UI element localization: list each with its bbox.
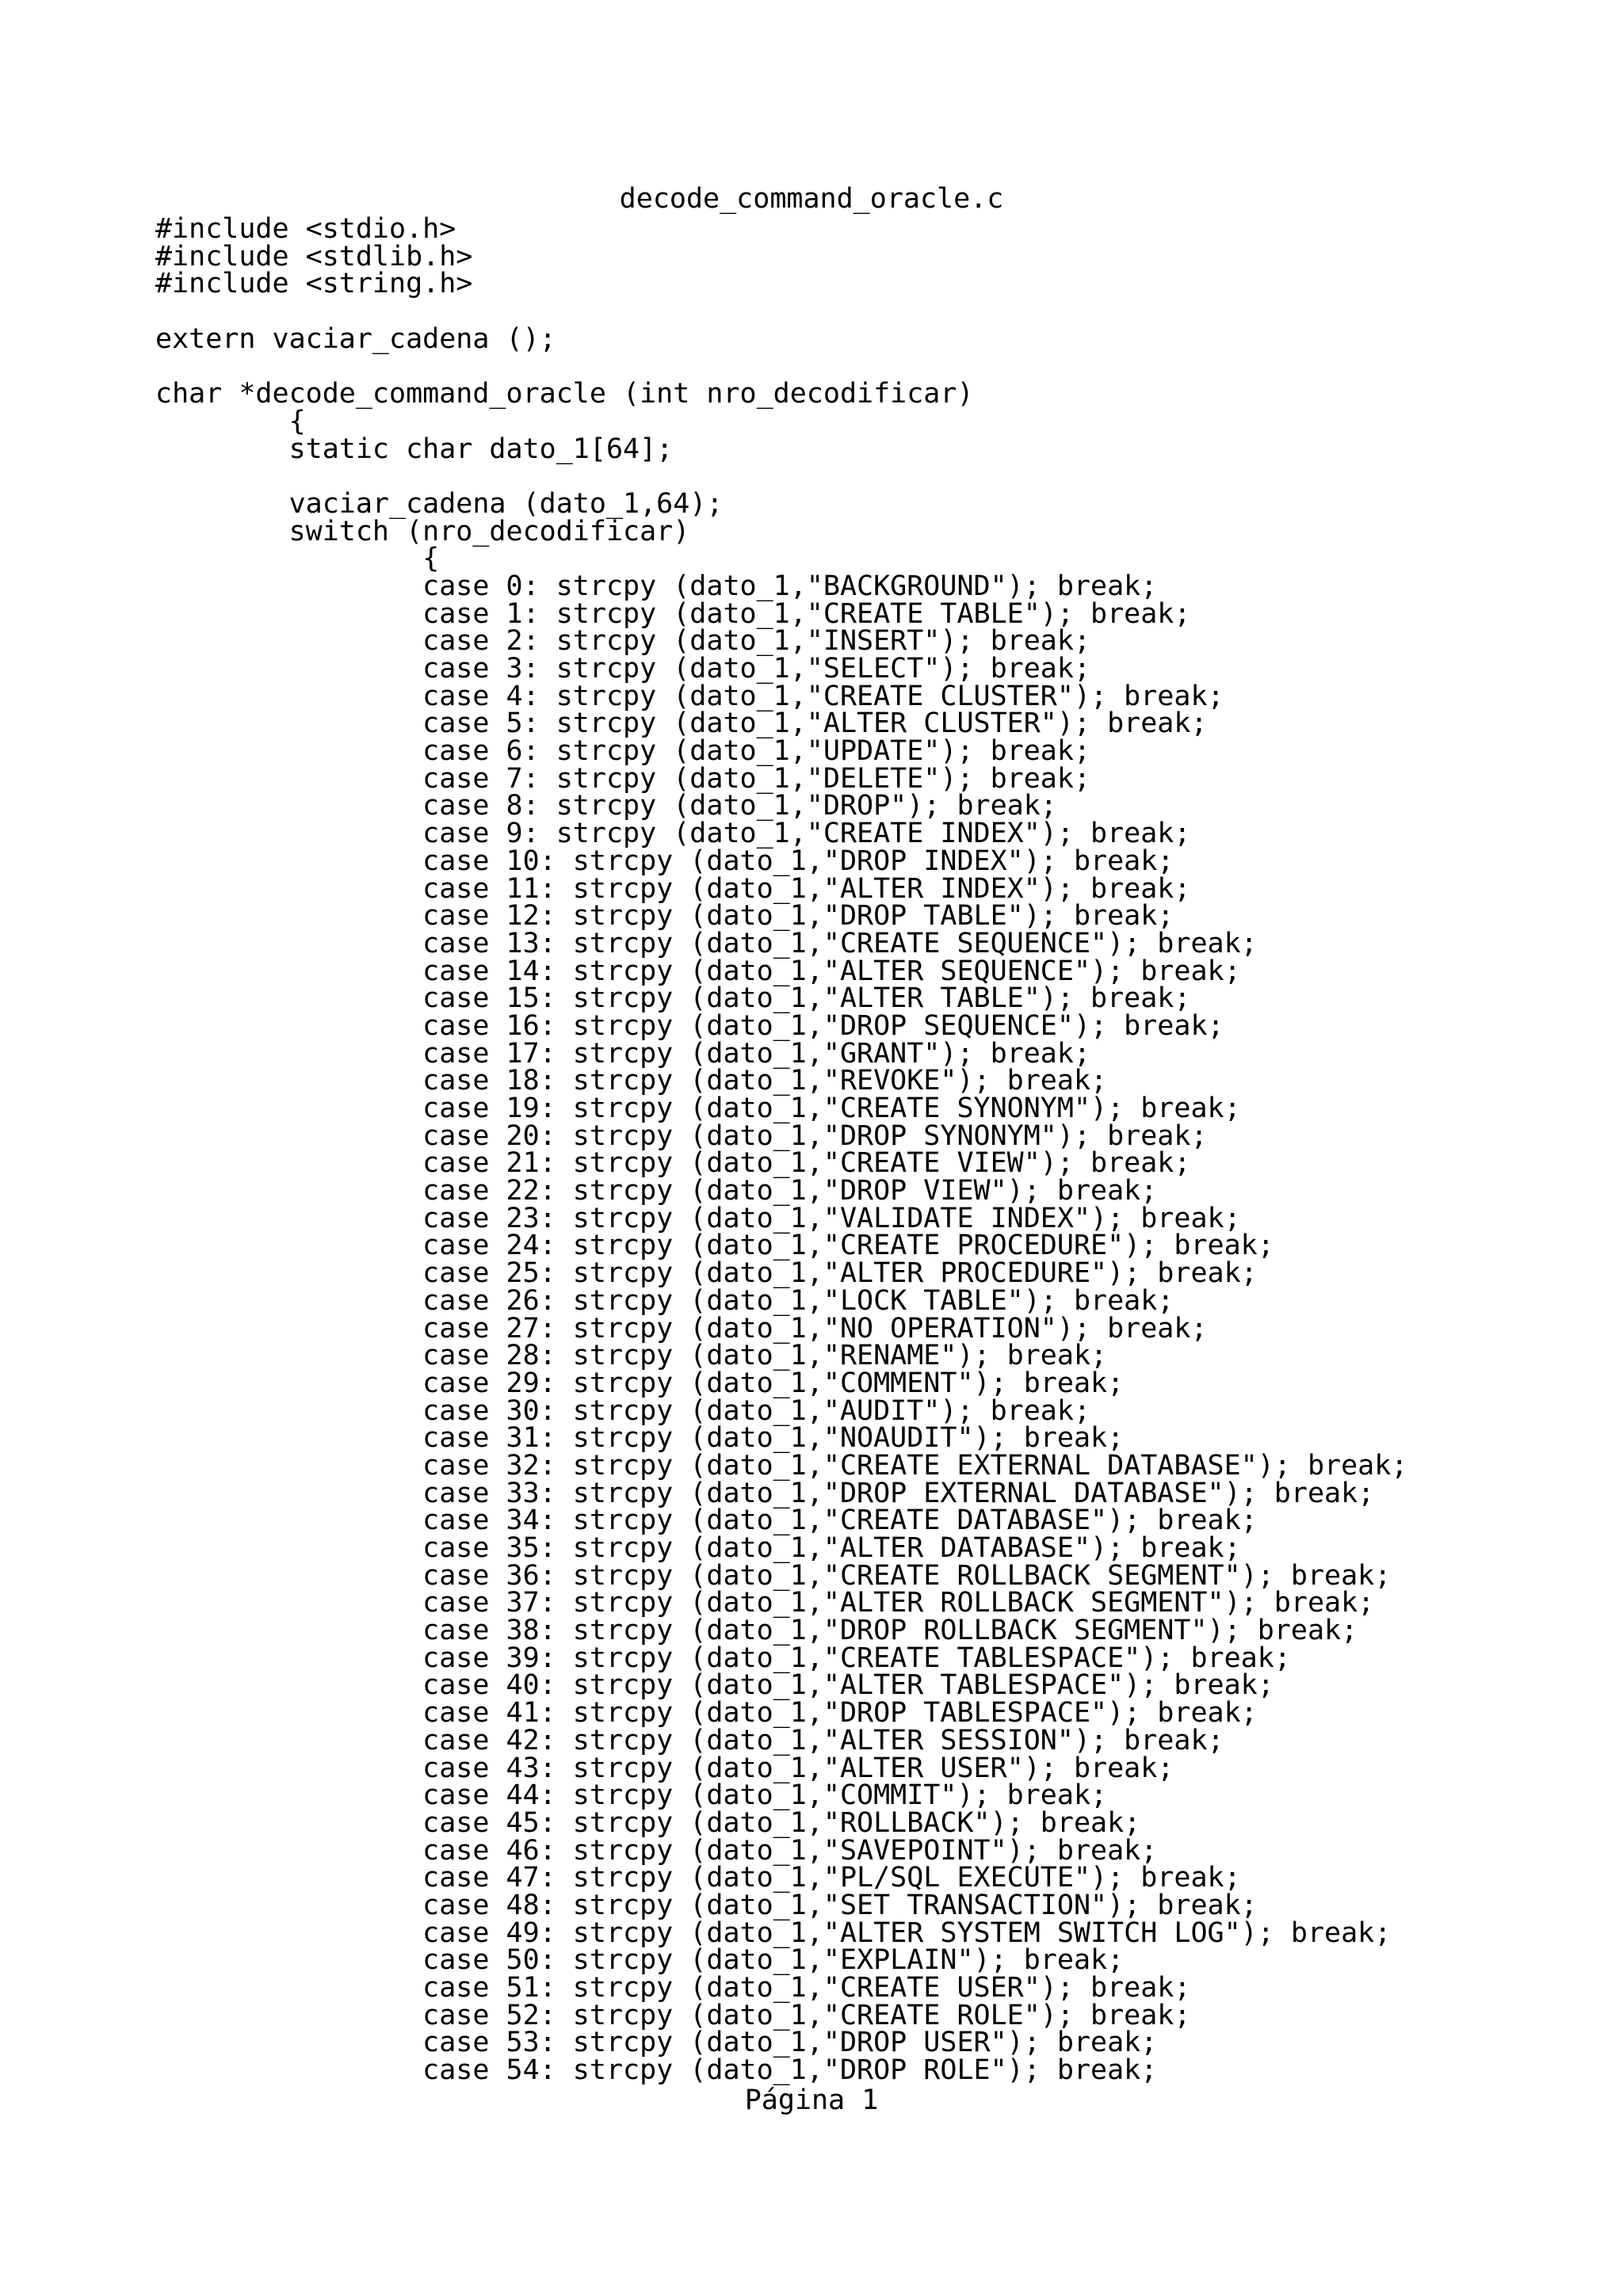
code-line: case 32: strcpy (dato_1,"CREATE EXTERNAL DATABASE"); break; [155, 1449, 1408, 1482]
code-line: case 54: strcpy (dato_1,"DROP ROLE"); break; [155, 2054, 1158, 2087]
code-line: case 11: strcpy (dato_1,"ALTER INDEX"); break; [155, 872, 1191, 905]
code-line: case 36: strcpy (dato_1,"CREATE ROLLBACK SEGMENT"); break; [155, 1559, 1392, 1592]
code-line: case 18: strcpy (dato_1,"REVOKE"); break; [155, 1065, 1108, 1097]
code-line: #include <string.h> [155, 268, 473, 300]
code-line: case 39: strcpy (dato_1,"CREATE TABLESPACE"); break; [155, 1642, 1291, 1674]
code-line: case 53: strcpy (dato_1,"DROP USER"); break; [155, 2027, 1158, 2059]
code-line: case 45: strcpy (dato_1,"ROLLBACK"); break; [155, 1806, 1141, 1839]
code-line: case 26: strcpy (dato_1,"LOCK TABLE"); break; [155, 1284, 1174, 1317]
code-line: case 8: strcpy (dato_1,"DROP"); break; [155, 790, 1057, 822]
code-line: case 3: strcpy (dato_1,"SELECT"); break; [155, 653, 1091, 685]
code-line: case 48: strcpy (dato_1,"SET TRANSACTION"); break; [155, 1889, 1258, 1921]
code-line [155, 463, 1407, 490]
code-line: case 34: strcpy (dato_1,"CREATE DATABASE"); break; [155, 1505, 1258, 1537]
code-line: case 42: strcpy (dato_1,"ALTER SESSION"); break; [155, 1724, 1224, 1756]
code-line: case 24: strcpy (dato_1,"CREATE PROCEDURE"); break; [155, 1230, 1274, 1262]
code-line: case 50: strcpy (dato_1,"EXPLAIN"); break; [155, 1944, 1125, 1977]
code-line: case 2: strcpy (dato_1,"INSERT"); break; [155, 625, 1091, 658]
code-line: static char dato_1[64]; [155, 433, 674, 465]
code-line: case 0: strcpy (dato_1,"BACKGROUND"); break; [155, 570, 1158, 602]
code-line: case 37: strcpy (dato_1,"ALTER ROLLBACK SEGMENT"); break; [155, 1587, 1375, 1619]
code-line [155, 353, 1407, 380]
code-line: case 25: strcpy (dato_1,"ALTER PROCEDURE"); break; [155, 1257, 1258, 1290]
code-line: case 49: strcpy (dato_1,"ALTER SYSTEM SWITCH LOG"); break; [155, 1917, 1392, 1949]
code-line: #include <stdlib.h> [155, 240, 473, 273]
code-line: { [155, 543, 440, 575]
code-line: #include <stdio.h> [155, 213, 456, 245]
code-line: case 27: strcpy (dato_1,"NO OPERATION"); break; [155, 1312, 1208, 1344]
code-listing [155, 213, 1408, 2087]
code-line: case 23: strcpy (dato_1,"VALIDATE INDEX"); break; [155, 1202, 1241, 1234]
code-line: case 15: strcpy (dato_1,"ALTER TABLE"); break; [155, 982, 1191, 1015]
code-line: extern vaciar_cadena (); [155, 322, 556, 355]
code-line: case 28: strcpy (dato_1,"RENAME"); break; [155, 1340, 1108, 1372]
code-line: case 12: strcpy (dato_1,"DROP TABLE"); break; [155, 900, 1174, 933]
code-line: case 19: strcpy (dato_1,"CREATE SYNONYM"); break; [155, 1093, 1241, 1124]
code-line: case 6: strcpy (dato_1,"UPDATE"); break; [155, 735, 1091, 768]
page-title: decode_command_oracle.c [619, 183, 1004, 215]
code-line: case 40: strcpy (dato_1,"ALTER TABLESPACE"); break; [155, 1669, 1274, 1702]
code-line: case 43: strcpy (dato_1,"ALTER USER"); break; [155, 1752, 1174, 1784]
code-line: case 38: strcpy (dato_1,"DROP ROLLBACK SEGMENT"); break; [155, 1615, 1358, 1647]
code-line [155, 298, 1407, 326]
code-line: case 44: strcpy (dato_1,"COMMIT"); break; [155, 1779, 1108, 1812]
code-line: case 1: strcpy (dato_1,"CREATE TABLE"); break; [155, 597, 1191, 630]
code-line: case 33: strcpy (dato_1,"DROP EXTERNAL DATABASE"); break; [155, 1477, 1375, 1509]
code-line: case 47: strcpy (dato_1,"PL/SQL EXECUTE"); break; [155, 1862, 1241, 1894]
code-line: case 16: strcpy (dato_1,"DROP SEQUENCE"); break; [155, 1009, 1224, 1042]
code-line: case 7: strcpy (dato_1,"DELETE"); break; [155, 762, 1091, 795]
code-line: case 22: strcpy (dato_1,"DROP VIEW"); break; [155, 1175, 1158, 1207]
code-line: case 41: strcpy (dato_1,"DROP TABLESPACE"); break; [155, 1697, 1258, 1730]
code-line: case 13: strcpy (dato_1,"CREATE SEQUENCE"); break; [155, 927, 1258, 959]
code-line: case 35: strcpy (dato_1,"ALTER DATABASE"); break; [155, 1532, 1241, 1564]
code-line: switch (nro_decodificar) [155, 515, 690, 547]
code-line: case 4: strcpy (dato_1,"CREATE CLUSTER"); break; [155, 680, 1224, 712]
code-line: case 51: strcpy (dato_1,"CREATE USER"); break; [155, 1972, 1191, 2004]
code-line: vaciar_cadena (dato_1,64); [155, 487, 724, 520]
code-line: { [155, 405, 306, 437]
code-line: case 5: strcpy (dato_1,"ALTER CLUSTER"); break; [155, 707, 1208, 740]
page-footer: Página 1 [744, 2084, 879, 2116]
code-line: case 30: strcpy (dato_1,"AUDIT"); break; [155, 1394, 1091, 1427]
code-line: case 17: strcpy (dato_1,"GRANT"); break; [155, 1037, 1091, 1070]
code-line: case 21: strcpy (dato_1,"CREATE VIEW"); break; [155, 1147, 1191, 1180]
code-line: case 10: strcpy (dato_1,"DROP INDEX"); break; [155, 845, 1174, 877]
code-line: case 29: strcpy (dato_1,"COMMENT"); break; [155, 1367, 1125, 1399]
code-line: case 46: strcpy (dato_1,"SAVEPOINT"); break; [155, 1834, 1158, 1867]
code-line: case 31: strcpy (dato_1,"NOAUDIT"); break; [155, 1422, 1125, 1455]
code-line: case 20: strcpy (dato_1,"DROP SYNONYM"); break; [155, 1119, 1208, 1152]
code-line: case 9: strcpy (dato_1,"CREATE INDEX"); break; [155, 818, 1191, 850]
code-line: case 52: strcpy (dato_1,"CREATE ROLE"); break; [155, 1999, 1191, 2031]
code-line: char *decode_command_oracle (int nro_decodificar) [155, 378, 974, 410]
code-line: case 14: strcpy (dato_1,"ALTER SEQUENCE"); break; [155, 955, 1241, 987]
